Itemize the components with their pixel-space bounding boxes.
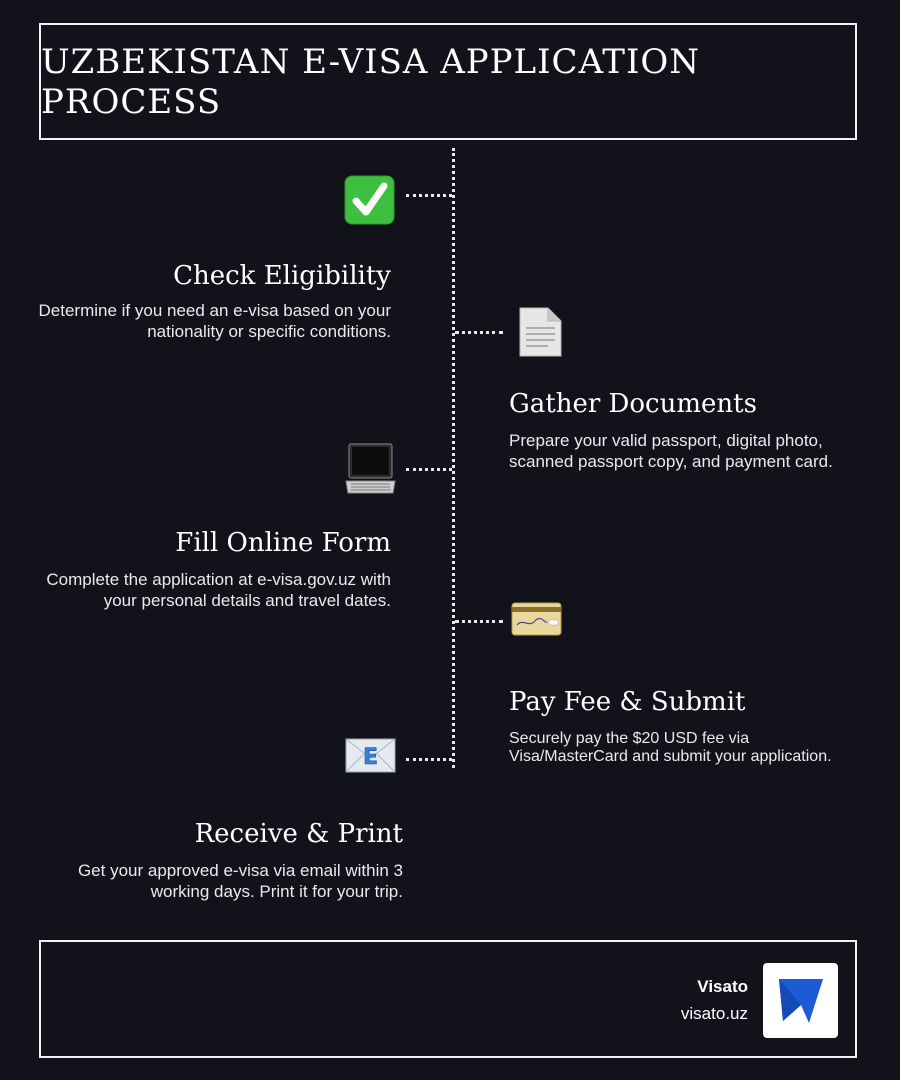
step-description: Prepare your valid passport, digital photo, scanned passport copy, and payment card. xyxy=(509,431,833,471)
email-icon xyxy=(345,738,396,773)
brand-logo xyxy=(763,963,838,1038)
timeline-line xyxy=(452,148,455,768)
step-title: Fill Online Form xyxy=(175,528,391,558)
laptop-icon xyxy=(345,443,396,495)
step-title: Check Eligibility xyxy=(173,261,391,291)
step-description: Securely pay the $20 USD fee via Visa/MasterCard and submit your application. xyxy=(509,730,832,765)
connector-1 xyxy=(406,194,452,197)
credit-card-icon xyxy=(511,602,562,636)
step-title: Pay Fee & Submit xyxy=(509,687,746,717)
brand-name: Visato xyxy=(697,977,748,996)
brand-url[interactable]: visato.uz xyxy=(680,1004,748,1023)
document-icon xyxy=(518,306,563,358)
step-description: Determine if you need an e-visa based on your nationality or specific conditions. xyxy=(38,301,391,341)
check-mark-icon xyxy=(344,175,395,225)
step-title: Gather Documents xyxy=(509,389,757,419)
connector-5 xyxy=(406,758,452,761)
cursor-logo-icon xyxy=(775,975,827,1027)
header-frame xyxy=(39,23,857,140)
step-description: Get your approved e-visa via email within 3 working days. Print it for your trip. xyxy=(77,861,403,901)
step-title: Receive & Print xyxy=(194,819,403,849)
connector-3 xyxy=(406,468,452,471)
connector-4 xyxy=(455,620,503,623)
connector-2 xyxy=(455,331,503,334)
footer-frame xyxy=(39,940,857,1058)
step-description: Complete the application at e-visa.gov.uz with your personal details and travel dates. xyxy=(46,570,391,610)
page-title: UZBEKISTAN E-VISA APPLICATION PROCESS xyxy=(41,41,700,122)
svg-text:E: E xyxy=(362,745,379,770)
